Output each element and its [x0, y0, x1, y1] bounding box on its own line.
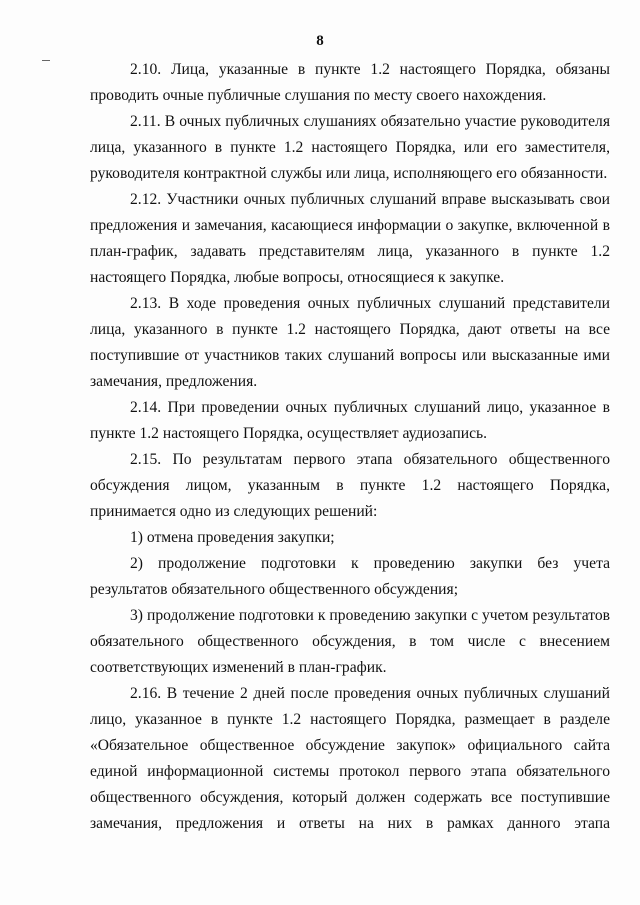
page-number: 8 [316, 33, 324, 49]
paragraph-2-13: 2.13. В ходе проведения очных публичных слушаний представители лица, указанного в пункте 1.2 настоящего Порядка, дают ответы на все поступившие от участников таких слушаний вопросы или высказанные ими замечания, предложения. [90, 295, 610, 390]
paragraph-2-15: 2.15. По результатам первого этапа обязательного общественного обсуждения лицом, указанным в пункте 1.2 настоящего Порядка, принимается одно из следующих решений: [90, 451, 610, 520]
list-item-1: 1) отмена проведения закупки; [130, 529, 335, 546]
paragraph-2-12: 2.12. Участники очных публичных слушаний вправе высказывать свои предложения и замечания, касающиеся информации о закупке, включенной в план-график, задавать представителям лица, указанного в пункте 1.2 настоящего Порядка, любые вопросы, относящиеся к закупке. [90, 191, 610, 286]
scan-mark [42, 60, 50, 61]
list-item-2: 2) продолжение подготовки к проведению закупки без учета результатов обязательного общественного обсуждения; [90, 555, 610, 598]
document-body [90, 57, 610, 837]
list-item-3: 3) продолжение подготовки к проведению закупки с учетом результатов обязательного общественного обсуждения, в том числе с внесением соответствующих изменений в план-график. [90, 607, 610, 676]
paragraph-2-14: 2.14. При проведении очных публичных слушаний лицо, указанное в пункте 1.2 настоящего Порядка, осуществляет аудиозапись. [90, 399, 610, 442]
paragraph-2-10: 2.10. Лица, указанные в пункте 1.2 настоящего Порядка, обязаны проводить очные публичные слушания по месту своего нахождения. [90, 61, 610, 104]
paragraph-2-11: 2.11. В очных публичных слушаниях обязательно участие руководителя лица, указанного в пункте 1.2 настоящего Порядка, или его заместителя, руководителя контрактной службы или лица, исполняющего его обязанности. [90, 113, 610, 182]
paragraph-2-16: 2.16. В течение 2 дней после проведения очных публичных слушаний лицо, указанное в пункте 1.2 настоящего Порядка, размещает в разделе «Обязательное общественное обсуждение закупок» официального сайта единой информационной системы протокол первого этапа обязательного общественного обсуждения, который должен содержать все поступившие замечания, предложения и ответы на них в рамках данного этапа [90, 685, 610, 832]
